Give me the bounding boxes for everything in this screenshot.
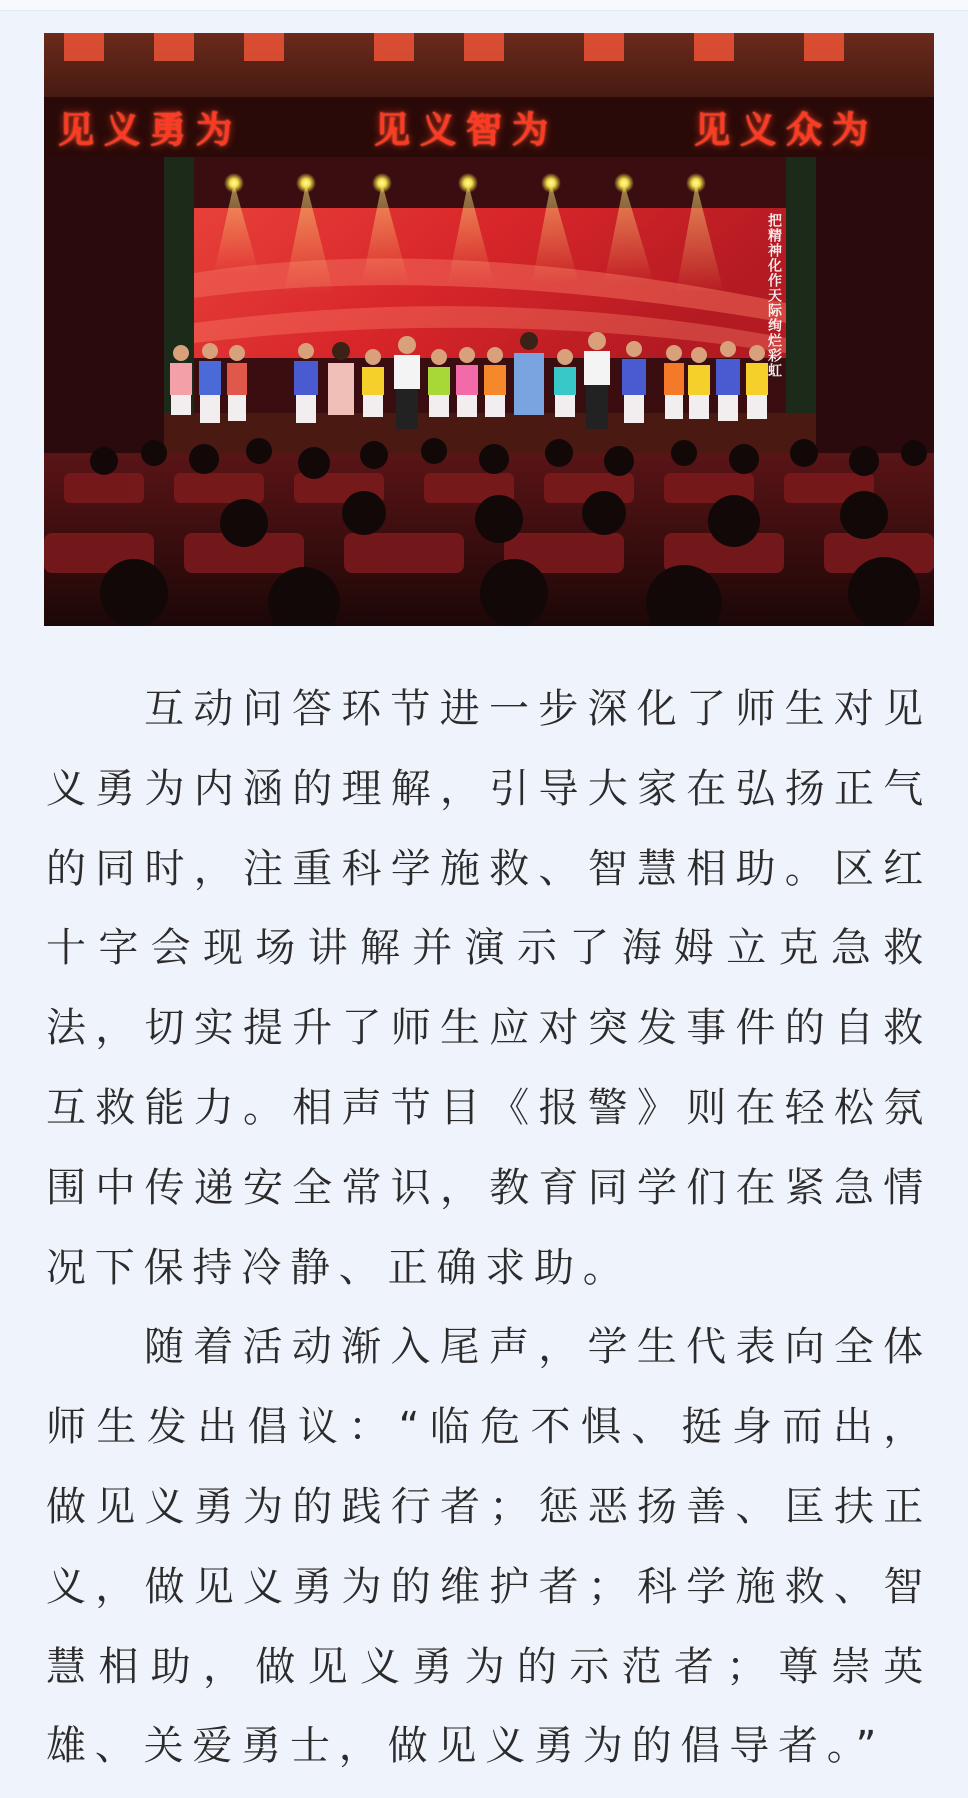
article-paragraph-1: 互动问答环节进一步深化了师生对见义勇为内涵的理解，引导大家在弘扬正气的同时，注重科学施救、智慧相助。区红十字会现场讲解并演示了海姆立克急救法，切实提升了师生应对突发事件的自救互救能力。相声节目《报警》则在轻松氛围中传递安全常识，教育同学们在紧急情况下保持冷静、正确求助。 bbox=[46, 686, 932, 1291]
banner-text-3: 见义众为 bbox=[694, 108, 879, 151]
article-paragraph-2: 随着活动渐入尾声，学生代表向全体师生发出倡议：“临危不惧、挺身而出，做见义勇为的践行者；惩恶扬善、匡扶正义，做见义勇为的维护者；科学施救、智慧相助，做见义勇为的示范者；尊崇英雄、关爱勇士，做见义勇为的倡导者。” bbox=[46, 1324, 932, 1770]
banner-text-2: 见义智为 bbox=[374, 108, 559, 151]
article-body bbox=[46, 670, 932, 1787]
page-top-edge bbox=[0, 0, 968, 11]
banner-text-1: 见义勇为 bbox=[58, 108, 243, 151]
stage-performance-photo bbox=[44, 33, 934, 626]
screen-caption: 把精神化作天际绚烂彩虹 bbox=[766, 213, 782, 378]
